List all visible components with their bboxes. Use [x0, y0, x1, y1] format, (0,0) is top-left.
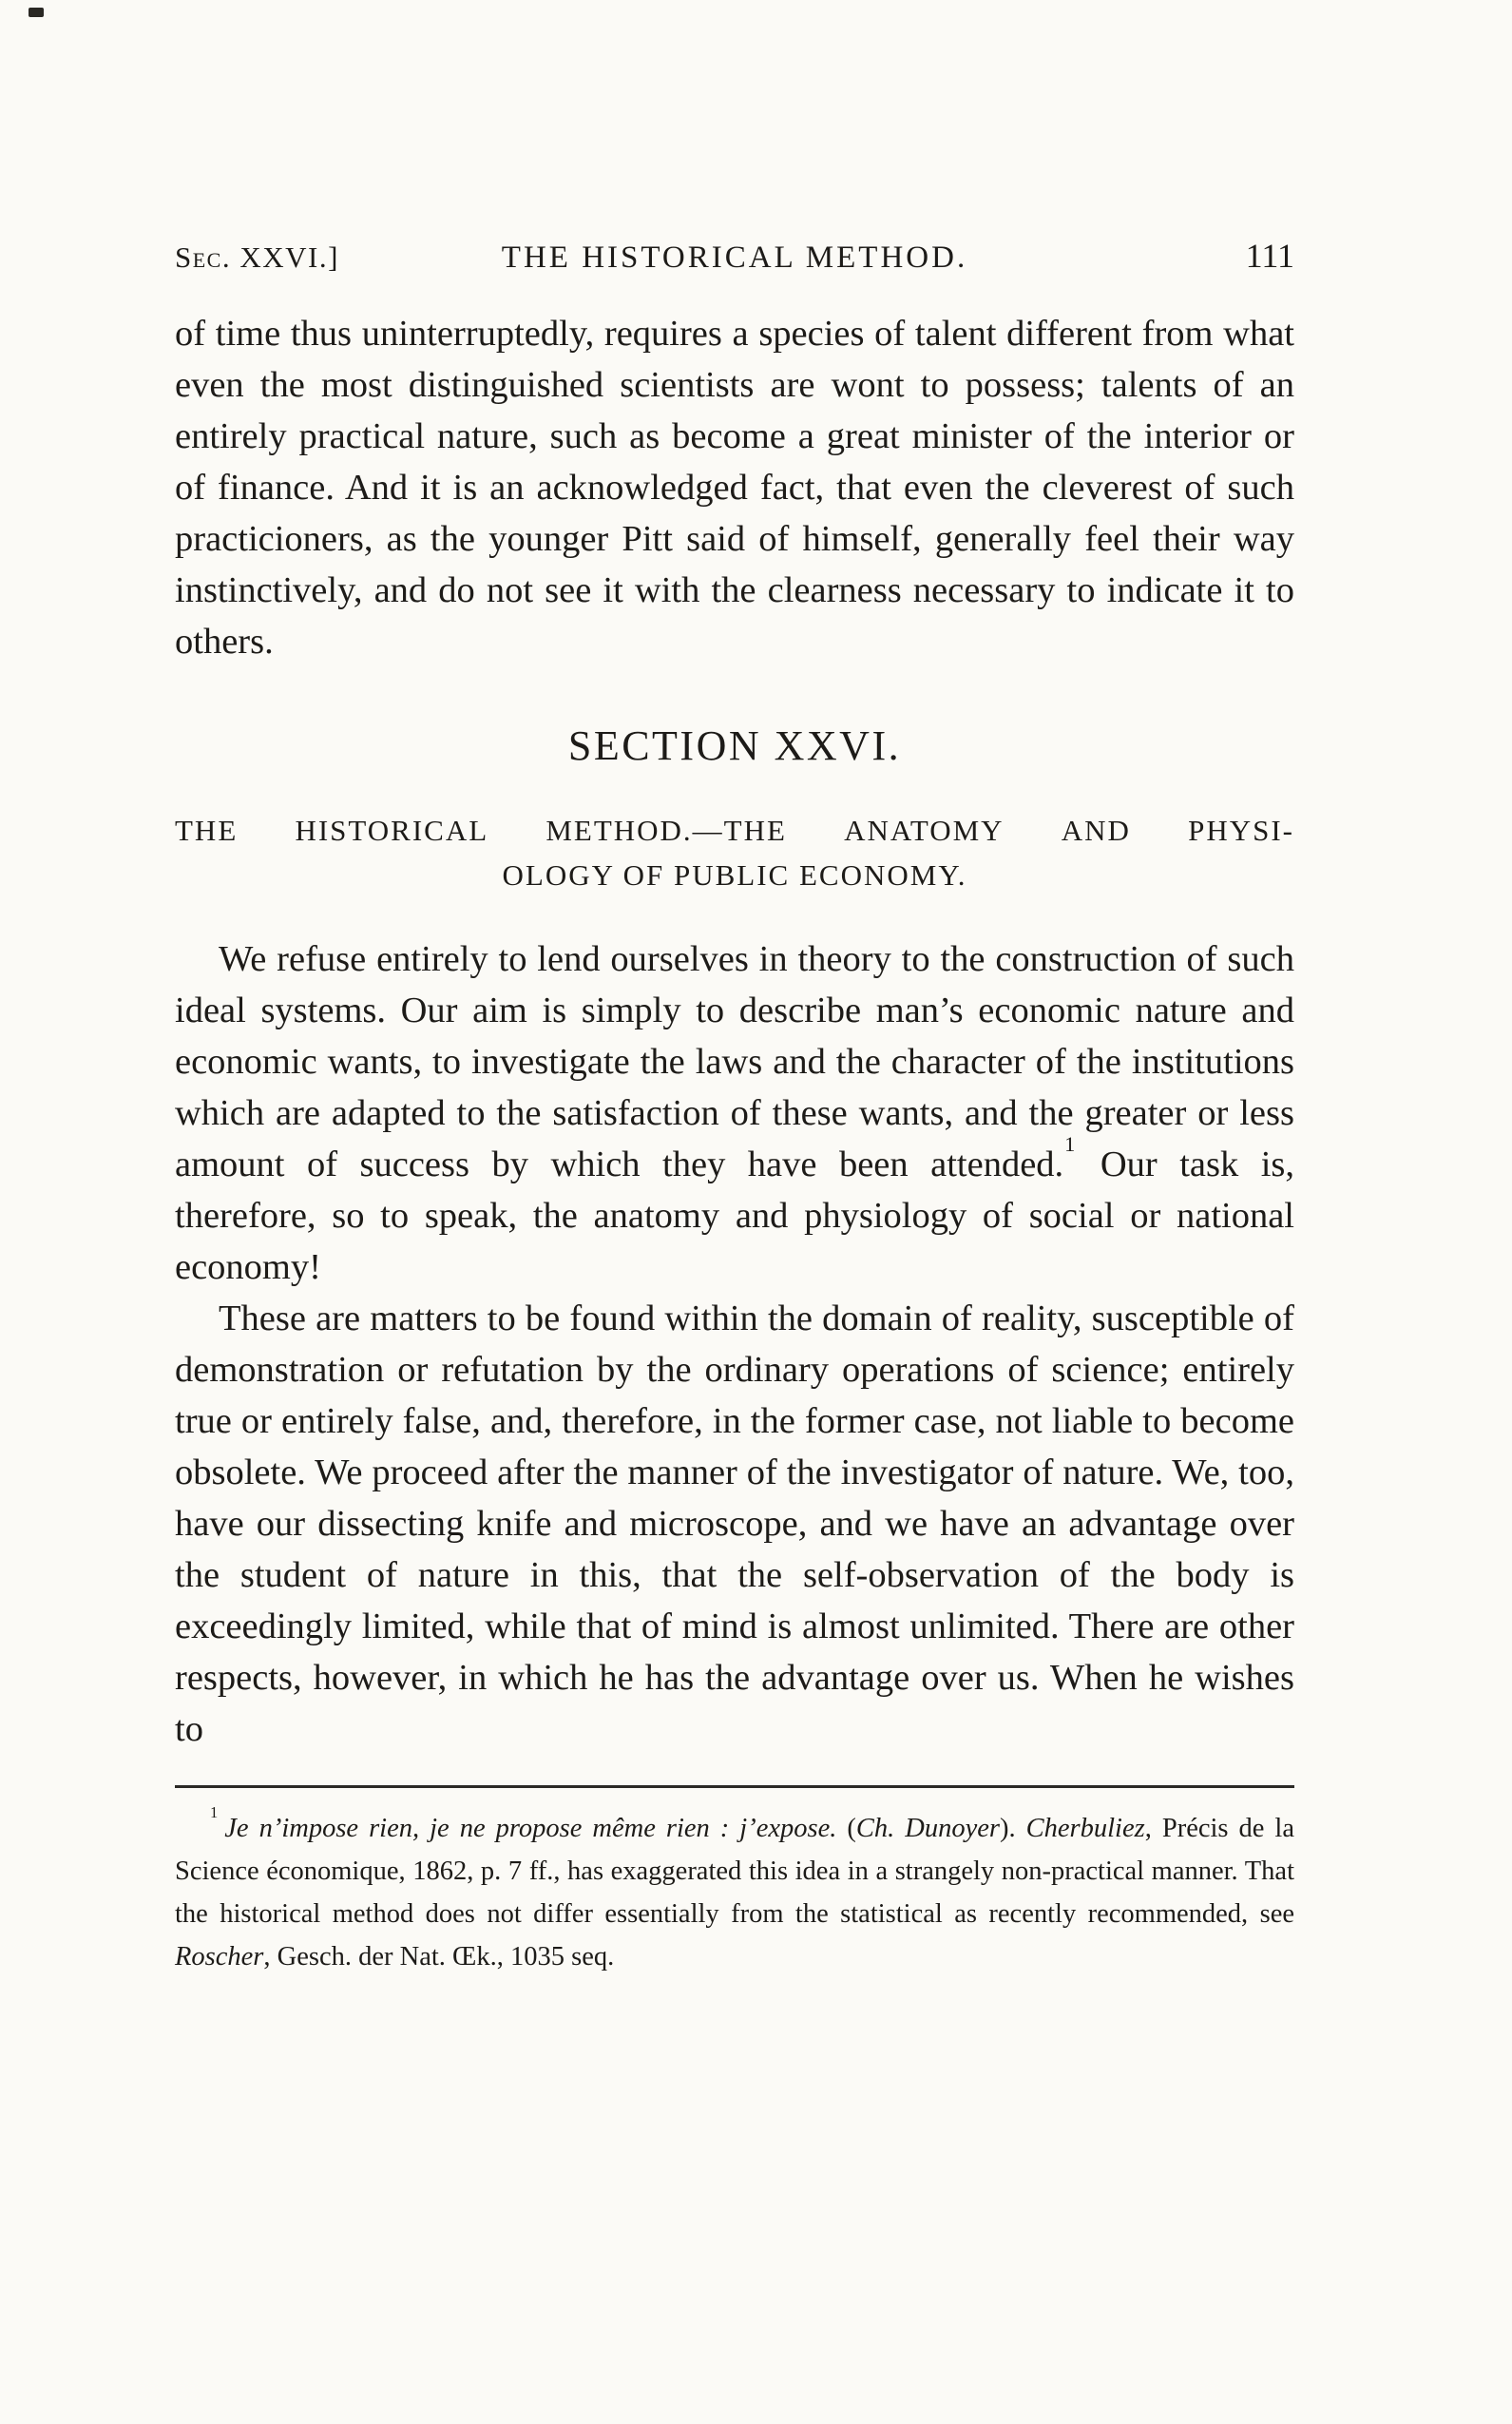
footnote-reference: 1	[1064, 1131, 1076, 1156]
subheading-word: METHOD.—THE	[545, 814, 787, 847]
footnote-segment: ).	[1000, 1814, 1026, 1843]
footnote-divider	[175, 1785, 1294, 1788]
footnote	[175, 1803, 1294, 1978]
subheading-word: ANATOMY	[844, 814, 1005, 847]
page-header	[175, 0, 1294, 276]
subheading-word: PHYSI-	[1188, 814, 1294, 847]
page-body	[175, 308, 1294, 1755]
section-label: Sec. XXVI.]	[175, 240, 339, 274]
footnote-marker: 1	[210, 1803, 219, 1822]
subheading-word: AND	[1061, 814, 1131, 847]
scan-artifact	[29, 8, 44, 17]
subheading-word: HISTORICAL	[295, 814, 489, 847]
paragraph-text: We refuse entirely to lend ourselves in theory to the construction of such ideal systems. Our aim is simply to describe man’s economic nature and economic wants, to investigate the laws and the character of the institutions which are adapted to the satisfaction of these wants, and the greater or less amount of success by which they have been attended.	[175, 939, 1294, 1184]
paragraph-text: Our task is, therefore, so to speak, the anatomy and physiology of social or national economy!	[175, 1145, 1294, 1287]
footnote-segment: Cherbuliez	[1025, 1814, 1145, 1843]
footnote-segment: , Précis de la Science économique, 1862, p. 7 ff., has exaggerated this idea in a strangely non-practical manner. That the historical method does not differ essentially from the statistical as recently recommended, see	[175, 1814, 1294, 1929]
section-heading: SECTION XXVI.	[567, 722, 902, 769]
footnote-segment: Ch. Dunoyer	[855, 1814, 1000, 1843]
subheading-line-2: OLOGY OF PUBLIC ECONOMY.	[502, 858, 967, 892]
footnote-segment: , Gesch. der Nat. Œk., 1035 seq.	[263, 1942, 615, 1972]
paragraph: These are matters to be found within the domain of reality, susceptible of demonstration or refutation by the ordinary operations of science; entirely true or entirely false, and, therefore, in the former case, not liable to become obsolete. We proceed after the manner of the investigator of nature. We, too, have our dissecting knife and microscope, and we have an advantage over the student of nature in this, that the self-observation of the body is exceedingly limited, while that of mind is almost unlimited. There are other respects, however, in which he has the advantage over us. When he wishes to	[175, 1299, 1294, 1749]
text-block	[175, 0, 1294, 1978]
page-number: 111	[1245, 237, 1294, 275]
footnote-segment: Roscher	[175, 1942, 264, 1972]
paragraph-continuation: of time thus uninterruptedly, requires a species of talent different from what even the most distinguished scientists are wont to possess; talents of an entirely practical nature, such as become a great minister of the interior or of finance. And it is an acknowledged fact, that even the cleverest of such practicioners, as the younger Pitt said of himself, generally feel their way instinctively, and do not see it with the clearness necessary to indicate it to others.	[175, 314, 1294, 662]
footnote-segment: (	[847, 1814, 856, 1843]
subheading-word: THE	[175, 814, 239, 847]
subheading-line-1	[175, 808, 1294, 853]
running-title: THE HISTORICAL METHOD.	[501, 240, 968, 275]
footnote-segment: Je n’impose rien, je ne propose même rien : j’expose.	[224, 1814, 848, 1843]
footnote-area	[175, 1785, 1294, 1978]
paragraph	[175, 933, 1294, 1293]
chapter-subheading	[175, 808, 1294, 897]
